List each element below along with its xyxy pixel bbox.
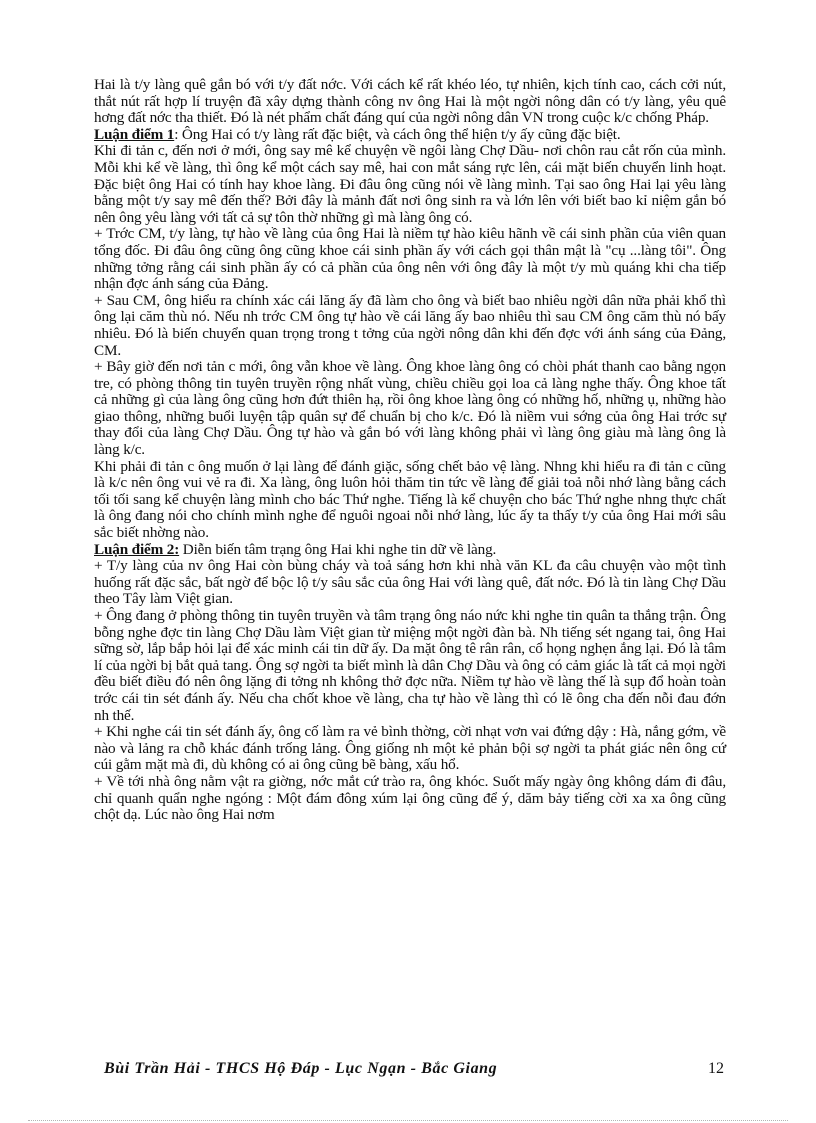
paragraph bbox=[94, 724, 726, 774]
paragraph-argument-2-heading bbox=[94, 542, 726, 559]
paragraph-intro-conclusion bbox=[94, 77, 726, 127]
paragraph bbox=[94, 143, 726, 226]
paragraph-text: + Về tới nhà ông nằm vật ra giờng, nớc mắt cứ trào ra, ông khóc. Suốt mấy ngày ông không dám đi đâu, chỉ quanh quẩn nghe ngóng : Một đám đông xúm lại ông cũng để ý, dăm bảy tiếng cời xa xa ông cũng chột dạ. Lúc nào ông Hai nơm bbox=[94, 772, 726, 824]
paragraph-text: + Bây giờ đến nơi tản c mới, ông vẫn khoe về làng. Ông khoe làng ông có chòi phát thanh cao bằng ngọn tre, có phòng thông tin tuyên truyền rộng nhất vùng, chiều chiều gọi loa cả làng nghe thấy. Ông khoe tất cả những gì của làng ông cũng hơn đứt thiên hạ, rồi ông khoe làng ông có những hố, những ụ, những hào giao thông, những buổi luyện tập quân sự để chuẩn bị cho k/c. Đó là niềm vui sớng của ông Hai trớc sự thay đổi của làng Chợ Dầu. Ông tự hào và gắn bó với làng không phải vì làng ông giàu mà làng ông là làng k/c. bbox=[94, 358, 726, 459]
paragraph-text: + Sau CM, ông hiểu ra chính xác cái lăng ấy đã làm cho ông và biết bao nhiêu ngời dân nữa phải khổ thì ông lại căm thù nó. Nếu nh trớc CM ông tự hào về cái lăng ấy bao nhiêu thì sau CM ông căm thù nó bấy nhiêu. Đó là biến chuyển quan trọng trong t tởng của ngời nông dân khi đến đợc với ánh sáng của Đảng, CM. bbox=[94, 291, 726, 359]
section-heading: Luận điểm 2: bbox=[94, 540, 180, 558]
page-number: 12 bbox=[708, 1060, 724, 1077]
paragraph bbox=[94, 558, 726, 608]
paragraph-text: : Ông Hai có t/y làng rất đặc biệt, và cách ông thể hiện t/y ấy cũng đặc biệt. bbox=[174, 125, 621, 143]
paragraph-text: Diễn biến tâm trạng ông Hai khi nghe tin dữ về làng. bbox=[179, 540, 497, 558]
paragraph bbox=[94, 293, 726, 359]
footer-author: Bùi Trần Hải - THCS Hộ Đáp - Lục Ngạn - Bắc Giang bbox=[104, 1060, 498, 1077]
paragraph-text: + Khi nghe cái tin sét đánh ấy, ông cố làm ra vẻ bình thờng, cời nhạt vơn vai đứng dậy : Hà, nắng gớm, về nào và lảng ra chỗ khác đánh trống lảng. Ông giống nh một kẻ phản bội sợ ngời ta phát giác nên ông cứ cúi gằm mặt mà đi, dù không có ai ông cũng bẽ bàng, xấu hổ. bbox=[94, 723, 726, 774]
page-footer bbox=[104, 1060, 724, 1080]
paragraph-argument-1-heading bbox=[94, 127, 726, 144]
section-heading: Luận điểm 1 bbox=[94, 125, 175, 143]
paragraph bbox=[94, 608, 726, 724]
paragraph-text: + Ông đang ở phòng thông tin tuyên truyền và tâm trạng ông náo nức khi nghe tin quân ta thắng trận. Ông bỗng nghe đợc tin làng Chợ Dầu làm Việt gian từ miệng một ngời đàn bà. Nh tiếng sét ngang tai, ông Hai sững sờ, lắp bắp hỏi lại để xác minh cái tin dữ ấy. Da mặt ông tê rân rân, cổ họng nghẹn ắng lại. Đó là tâm lí của ngời bị bắt quả tang. Ông sợ ngời ta biết mình là dân Chợ Dầu và ông có cảm giác là tất cả mọi ngời đều biết điều đó nên ông lặng đi tởng nh không thở đợc nữa. Niềm tự hào về làng thế là sụp đổ hoàn toàn trớc cái tin sét đánh ấy. Nếu cha chốt khoe về làng, cha tự hào về làng thì có lẽ ông cha đến nỗi đau đớn nh thế. bbox=[94, 607, 726, 724]
page-bottom-divider bbox=[28, 1120, 788, 1121]
paragraph bbox=[94, 226, 726, 292]
paragraph bbox=[94, 459, 726, 542]
page-content bbox=[94, 77, 726, 824]
paragraph bbox=[94, 359, 726, 459]
paragraph bbox=[94, 774, 726, 824]
paragraph-text: Khi phải đi tản c ông muốn ở lại làng để đánh giặc, sống chết bảo vệ làng. Nhng khi hiểu ra đi tản c cũng là k/c nên ông vui vẻ ra đi. Xa làng, ông luôn hỏi thăm tin tức về làng để giải toả nỗi nhớ làng bằng cách tối tối sang kể chuyện làng mình cho bác Thứ nghe. Tiếng là kể chuyện cho bác Thứ nghe nhng thực chất là ông đang nói cho chính mình nghe để nguôi ngoai nỗi nhớ làng, lúc ấy ta thấy t/y của ông Hai mới sâu sắc biết nhờng nào. bbox=[94, 457, 726, 542]
paragraph-text: Khi đi tản c, đến nơi ở mới, ông say mê kể chuyện về ngôi làng Chợ Dầu- nơi chôn rau cắt rốn của mình. Mỗi khi kể về làng, thì ông kể một cách say mê, hai con mắt sáng rực lên, cái mặt biến chuyển linh hoạt. Đặc biệt ông Hai có tính hay khoe làng. Đi đâu ông cũng nói về làng mình. Tại sao ông Hai lại yêu làng bằng một t/y say mê đến thế? Bởi đây là mảnh đất nơi ông sinh ra và lớn lên với biết bao kỉ niệm gắn bó nên ông yêu làng với tất cả sự tôn thờ những gì mà làng ông có. bbox=[94, 142, 726, 226]
paragraph-text: Hai là t/y làng quê gắn bó với t/y đất nớc. Với cách kể rất khéo léo, tự nhiên, kịch tính cao, cách cởi nút, thắt nút rất hợp lí truyện đã xây dựng thành công nv ông Hai là một ngời nông dân có t/y làng, yêu quê hơng đất nớc tha thiết. Đó là nét phẩm chất đáng quí của ngời nông dân VN trong cuộc k/c chống Pháp. bbox=[94, 76, 726, 127]
paragraph-text: + Trớc CM, t/y làng, tự hào về làng của ông Hai là niềm tự hào kiêu hãnh về cái sinh phần của viên quan tổng đốc. Đi đâu ông cũng ông cũng khoe cái sinh phần ấy với cách gọi thân mật là "cụ ...làng tôi". Ông những tởng rằng cái sinh phần ấy có cả phần của ông nên với ông đây là một t/y mù quáng khi cha tiếp nhận đợc ánh sáng của Đảng. bbox=[94, 225, 726, 293]
paragraph-text: + T/y làng của nv ông Hai còn bùng cháy và toả sáng hơn khi nhà văn KL đa câu chuyện vào một tình huống rất đặc sắc, bất ngờ để bộc lộ t/y sâu sắc của ông Hai với làng quê, đất nớc. Đó là tin làng Chợ Dầu theo Tây làm Việt gian. bbox=[94, 557, 726, 608]
